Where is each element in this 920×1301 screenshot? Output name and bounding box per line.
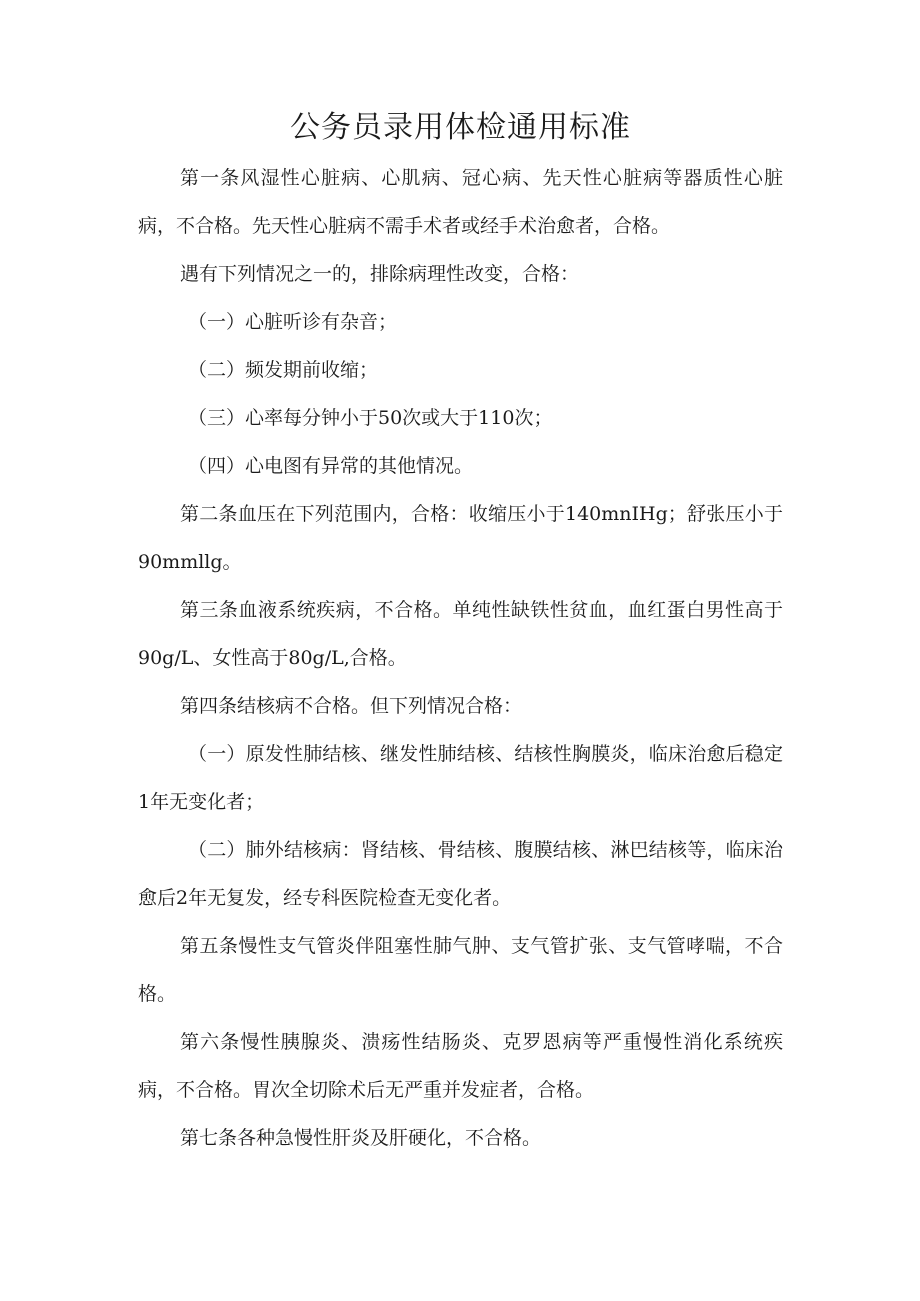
article-3: 第三条血液系统疾病，不合格。单纯性缺铁性贫血，血红蛋白男性高于90g/L、女性高于80g/L,合格。 bbox=[138, 599, 783, 669]
article-1-exception-intro: 遇有下列情况之一的，排除病理性改变，合格： bbox=[180, 263, 580, 285]
article-1-item-3: （三）心率每分钟小于50次或大于110次； bbox=[188, 407, 553, 429]
article-6: 第六条慢性胰腺炎、溃疡性结肠炎、克罗恩病等严重慢性消化系统疾病，不合格。胃次全切除术后无严重并发症者，合格。 bbox=[138, 1031, 783, 1101]
article-4: 第四条结核病不合格。但下列情况合格： bbox=[180, 695, 523, 717]
article-7: 第七条各种急慢性肝炎及肝硬化，不合格。 bbox=[180, 1127, 542, 1149]
article-1-item-2: （二）频发期前收缩； bbox=[188, 359, 379, 381]
article-1-item-4: （四）心电图有异常的其他情况。 bbox=[188, 455, 474, 477]
article-4-item-1: （一）原发性肺结核、继发性肺结核、结核性胸膜炎，临床治愈后稳定1年无变化者； bbox=[138, 743, 783, 813]
article-1: 第一条风湿性心脏病、心肌病、冠心病、先天性心脏病等器质性心脏病，不合格。先天性心脏病不需手术者或经手术治愈者，合格。 bbox=[138, 167, 783, 237]
document-title: 公务员录用体检通用标准 bbox=[290, 110, 631, 145]
article-1-item-1: （一）心脏听诊有杂音； bbox=[188, 311, 398, 333]
article-2: 第二条血压在下列范围内，合格：收缩压小于140mnIHg；舒张压小于90mmllg。 bbox=[138, 503, 783, 573]
article-4-item-2: （二）肺外结核病：肾结核、骨结核、腹膜结核、淋巴结核等，临床治愈后2年无复发，经专科医院检查无变化者。 bbox=[138, 839, 783, 909]
article-5: 第五条慢性支气管炎伴阻塞性肺气肿、支气管扩张、支气管哮喘，不合格。 bbox=[138, 935, 783, 1005]
document-page bbox=[138, 106, 783, 1162]
